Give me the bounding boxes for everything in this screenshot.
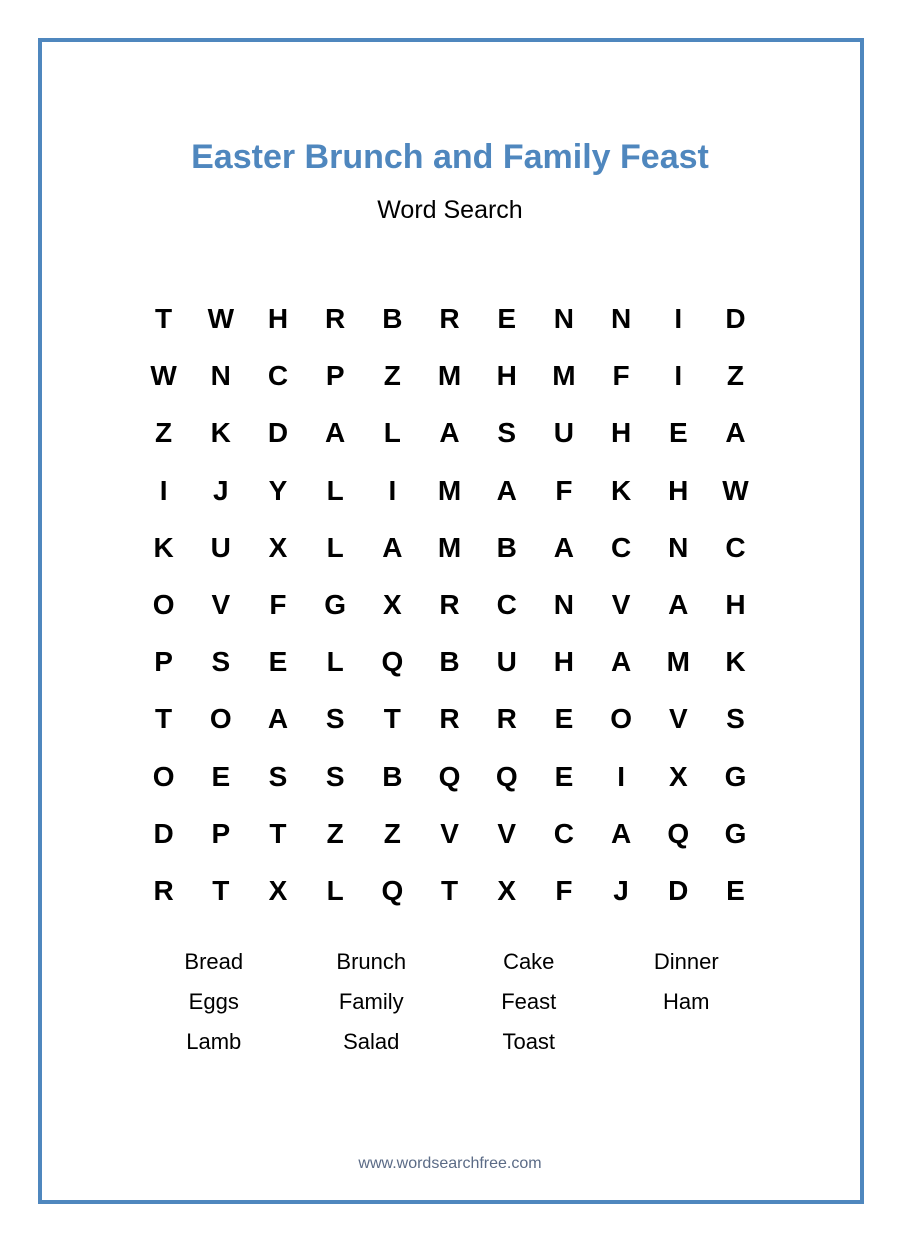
grid-letter: O [152,588,175,620]
grid-letter: H [668,474,689,506]
page-title: Easter Brunch and Family Feast [191,138,709,176]
grid-letter: R [325,303,346,334]
grid-letter: E [268,646,288,678]
grid-letter: R [439,303,460,334]
grid-letter: R [439,588,460,620]
grid-letter: X [268,531,288,563]
grid-letter: W [207,303,234,334]
grid-letter: H [496,360,517,392]
grid-letter: I [674,360,683,392]
grid-letter: Q [438,760,461,792]
grid-letter: O [152,760,175,792]
grid-letter: B [382,303,403,334]
grid-letter: W [150,360,177,392]
grid-letter: R [496,703,517,735]
grid-letter: V [668,703,688,735]
grid-letter: F [555,874,573,906]
word-list-item: Family [338,989,404,1014]
word-list [135,945,765,1065]
grid-letter: T [212,874,230,906]
grid-letter: Q [381,874,404,906]
word-list-item: Cake [503,949,555,974]
grid-letter: I [388,474,397,506]
grid-letter: T [155,303,173,334]
grid-letter: S [325,760,345,792]
grid-letter: Y [268,474,288,506]
grid-letter: L [326,474,344,506]
grid-letter: A [553,531,575,563]
grid-letter: F [269,588,287,620]
grid-letter: K [210,417,231,449]
grid-letter: D [725,303,746,334]
grid-letter: F [612,360,630,392]
grid-letter: S [325,703,345,735]
grid-letter: L [326,874,344,906]
grid-letter: X [497,874,517,906]
grid-letter: D [267,417,289,449]
grid-letter: I [159,474,168,506]
grid-letter: C [496,588,517,620]
grid-letter: E [554,703,574,735]
grid-letter: A [610,817,632,849]
grid-letter: Q [495,760,518,792]
grid-letter: X [383,588,402,620]
grid-letter: V [611,588,631,620]
grid-letter: M [552,360,576,392]
grid-letter: T [383,703,401,735]
grid-letter: I [674,303,683,334]
grid-letter: Z [726,360,745,392]
grid-letter: B [439,646,460,678]
grid-letter: D [153,817,174,849]
grid-letter: H [267,303,289,334]
grid-letter: G [724,760,747,792]
word-list-item: Feast [501,989,557,1014]
grid-letter: A [325,417,346,449]
grid-letter: E [554,760,574,792]
grid-letter: L [326,531,344,563]
grid-letter: A [668,588,689,620]
grid-letter: Q [667,817,690,849]
grid-letter: J [613,874,629,906]
grid-letter: S [268,760,288,792]
grid-letter: X [668,760,688,792]
grid-letter: N [553,588,575,620]
grid-letter: Z [155,417,173,449]
footer-url: www.wordsearchfree.com [358,1155,542,1172]
grid-letter: C [610,531,632,563]
grid-letter: G [324,588,347,620]
grid-letter: Z [383,360,401,392]
grid-letter: S [726,703,745,735]
grid-letter: S [497,417,517,449]
grid-letter: U [553,417,575,449]
word-list-item: Ham [663,989,710,1014]
grid-letter: K [153,531,174,563]
word-list-item: Eggs [188,989,239,1014]
grid-letter: M [437,474,462,506]
grid-letter: T [269,817,287,849]
grid-letter: A [725,417,746,449]
word-list-item: Brunch [336,949,407,974]
grid-letter: V [440,817,459,849]
grid-letter: N [668,531,689,563]
grid-letter: F [555,474,573,506]
grid-letter: V [211,588,231,620]
page-subtitle: Word Search [377,196,523,224]
grid-letter: I [617,760,625,792]
grid-letter: N [210,360,231,392]
grid-letter: M [666,646,690,678]
grid-letter: Z [383,817,401,849]
grid-letter: H [725,588,746,620]
grid-letter: E [668,417,688,449]
grid-letter: E [726,874,745,906]
grid-letter: C [725,531,746,563]
grid-letter: N [553,303,575,334]
grid-letter: R [439,703,460,735]
grid-letter: M [437,531,462,563]
grid-letter: Q [381,646,404,678]
grid-letter: H [610,417,632,449]
grid-letter: Z [326,817,344,849]
grid-letter: A [496,474,517,506]
grid-letter: D [668,874,689,906]
grid-letter: U [210,531,231,563]
grid-letter: A [267,703,289,735]
grid-letter: A [439,417,460,449]
grid-letter: C [267,360,289,392]
grid-letter: P [154,646,173,678]
word-list-item: Bread [184,949,244,974]
letter-grid [135,300,764,929]
grid-letter: E [211,760,231,792]
grid-letter: H [553,646,575,678]
grid-letter: G [724,817,747,849]
grid-letter: A [382,531,403,563]
grid-letter: J [212,474,229,506]
grid-letter: W [722,474,749,506]
word-list-item: Toast [502,1029,556,1054]
grid-letter: X [268,874,288,906]
grid-letter: V [497,817,517,849]
grid-letter: O [209,703,232,735]
grid-letter: T [155,703,173,735]
grid-letter: O [610,703,632,735]
grid-letter: L [383,417,401,449]
grid-letter: R [153,874,174,906]
word-list-item: Lamb [186,1029,242,1054]
grid-letter: S [211,646,231,678]
grid-letter: B [496,531,517,563]
grid-letter: M [437,360,462,392]
grid-letter: P [211,817,231,849]
grid-letter: L [326,646,344,678]
grid-letter: E [497,303,517,334]
grid-letter: T [440,874,459,906]
word-list-item: Dinner [653,949,719,974]
grid-letter: N [610,303,632,334]
grid-letter: B [382,760,403,792]
grid-letter: K [610,474,632,506]
grid-letter: K [725,646,746,678]
grid-letter: P [325,360,345,392]
grid-letter: A [610,646,632,678]
grid-letter: C [553,817,575,849]
grid-letter: U [496,646,517,678]
word-list-item: Salad [343,1029,400,1054]
